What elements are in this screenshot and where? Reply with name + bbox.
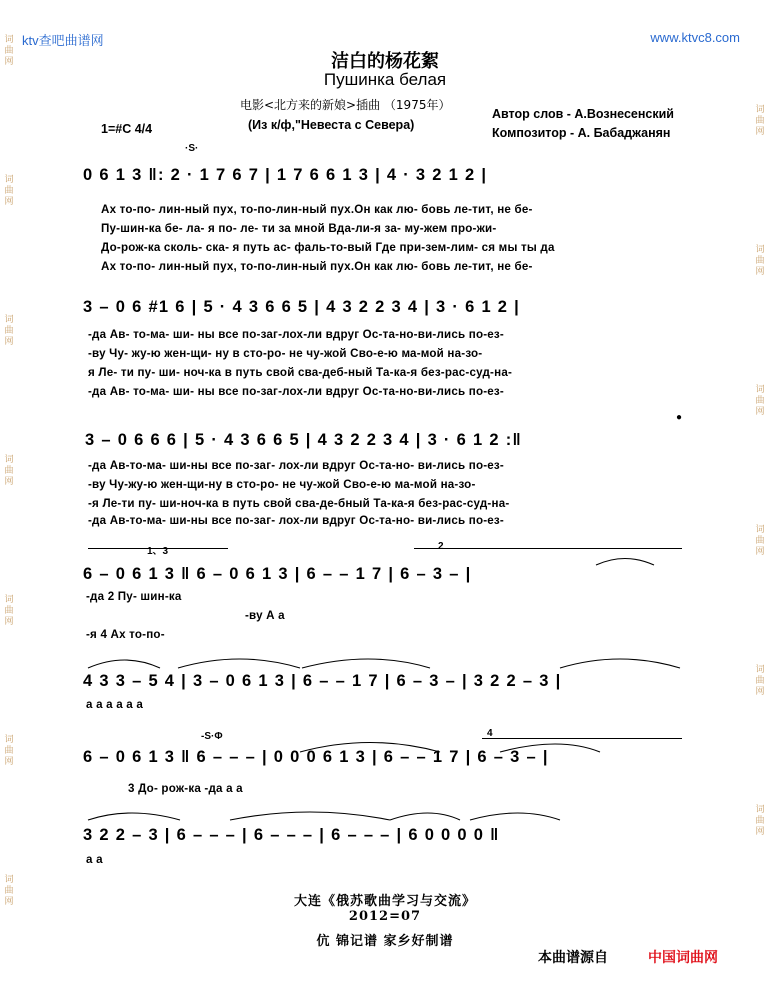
- system-2-lyric-line-2: -ву Чу- жу-ю жен-щи- ну в сто-ро- не чу-жой Сво-е-ю ма-мой на-зо-: [88, 347, 483, 360]
- system-1-lyric-line-1: Ах то-по- лин-ный пух, то-по-лин-ный пух.Он как лю- бовь ле-тит, не бе-: [101, 203, 533, 216]
- system-2-lyric-line-1: -да Ав- то-ма- ши- ны все по-заг-лох-ли вдруг Ос-та-но-ви-лись по-ез-: [88, 328, 504, 341]
- edge-watermark-right-3: 词曲网: [755, 385, 765, 417]
- edge-watermark-left-4: 词曲网: [4, 455, 14, 487]
- edge-watermark-left-6: 词曲网: [4, 735, 14, 767]
- coda-sign: ●: [676, 412, 683, 423]
- edge-watermark-right-4: 词曲网: [755, 525, 765, 557]
- composer-credit: Композитор - А. Бабаджанян: [492, 126, 671, 140]
- system-1-lyric-line-2: Пу-шин-ка бе- ла- я по- ле- ти за мной Вда-ли-я за- му-жем про-жи-: [101, 222, 497, 235]
- system-6-lyrics: 3 До- рож-ка -да а а: [128, 782, 243, 795]
- edge-watermark-right-2: 词曲网: [755, 245, 765, 277]
- segno-coda-mark: -S·Φ: [201, 731, 223, 742]
- segno-mark: ·S·: [185, 143, 199, 154]
- system-3-lyric-line-3: -я Ле-ти пу- ши-ноч-ка в путь свой сва-де-бный Та-ка-я без-рас-суд-на-: [88, 497, 510, 510]
- lyricist-credit: Автор слов - А.Вознесенский: [492, 107, 674, 121]
- volta-label-4: 4: [487, 728, 493, 739]
- edge-watermark-right-1: 词曲网: [755, 105, 765, 137]
- system-4-lyric-line-2: -ву А а: [245, 609, 285, 622]
- system-3-lyric-line-1: -да Ав-то-ма- ши-ны все по-заг- лох-ли вдруг Ос-та-но- ви-лись по-ез-: [88, 459, 504, 472]
- source-label: 本曲谱源自: [538, 950, 608, 966]
- system-4-lyric-line-1: -да 2 Пу- шин-ка: [86, 590, 182, 603]
- system-4-notes: 6 – 0 6 1 3 ‖ 6 – 0 6 1 3 | 6 – – 1 7 | 6 – 3 – |: [83, 565, 472, 583]
- system-1-notes: 0 6 1 3 ‖: 2 · 1 7 6 7 | 1 7 6 6 1 3 | 4 · 3 2 1 2 |: [83, 166, 488, 184]
- key-signature: 1=#C 4/4: [101, 122, 153, 136]
- system-6-notes: 6 – 0 6 1 3 ‖ 6 – – – | 0 0 0 6 1 3 | 6 – – 1 7 | 6 – 3 – |: [83, 748, 549, 766]
- system-1-lyric-line-3: До-рож-ка сколь- ска- я путь ас- фаль-то-вый Где при-зем-лим- ся мы ты да: [101, 241, 555, 254]
- song-title-russian: Пушинка белая: [323, 70, 447, 89]
- site-label-right: www.ktvc8.com: [650, 30, 740, 45]
- song-title-chinese: 洁白的杨花絮: [331, 51, 439, 72]
- site-label-left: ktv查吧曲谱网: [22, 33, 104, 48]
- film-subtitle-russian: (Из к/ф,"Невеста с Севера): [248, 118, 415, 132]
- edge-watermark-left-7: 词曲网: [4, 875, 14, 907]
- footer-arranger-line-2: 伉 锦记谱 家乡好制谱: [316, 934, 454, 949]
- volta-label-2: 2: [438, 541, 444, 552]
- system-2-notes: 3 – 0 6 #1 6 | 5 · 4 3 6 6 5 | 4 3 2 2 3 4 | 3 · 6 1 2 |: [83, 298, 521, 316]
- footer-arranger-line-1: 大连《俄苏歌曲学习与交流》: [293, 894, 476, 909]
- system-3-lyric-line-4: -да Ав-то-ма- ши-ны все по-заг- лох-ли вдруг Ос-та-но- ви-лись по-ез-: [88, 514, 504, 527]
- volta-label-1-3: 1、3: [147, 546, 169, 557]
- edge-watermark-right-5: 词曲网: [755, 665, 765, 697]
- system-5-notes: 4 3 3 – 5 4 | 3 – 0 6 1 3 | 6 – – 1 7 | 6 – 3 – | 3 2 2 – 3 |: [83, 672, 562, 690]
- edge-watermark-right-6: 词曲网: [755, 805, 765, 837]
- footer-date: 2012=07: [348, 909, 422, 924]
- system-3-lyric-line-2: -ву Чу-жу-ю жен-щи-ну в сто-ро- не чу-жой Сво-е-ю ма-мой на-зо-: [88, 478, 476, 491]
- system-5-lyrics: а а а а а а: [86, 698, 143, 711]
- edge-watermark-left-3: 词曲网: [4, 315, 14, 347]
- system-7-lyrics: а а: [86, 853, 103, 866]
- source-site-link[interactable]: 中国词曲网: [648, 950, 718, 966]
- edge-watermark-left-1: 词曲网: [4, 35, 14, 67]
- system-2-lyric-line-4: -да Ав- то-ма- ши- ны все по-заг-лох-ли вдруг Ос-та-но-ви-лись по-ез-: [88, 385, 504, 398]
- system-1-lyric-line-4: Ах то-по- лин-ный пух, то-по-лин-ный пух.Он как лю- бовь ле-тит, не бе-: [101, 260, 533, 273]
- system-3-notes: 3 – 0 6 6 6 | 5 · 4 3 6 6 5 | 4 3 2 2 3 4 | 3 · 6 1 2 :‖: [85, 431, 522, 449]
- edge-watermark-left-2: 词曲网: [4, 175, 14, 207]
- system-7-notes: 3 2 2 – 3 | 6 – – – | 6 – – – | 6 – – – | 6 0 0 0 0 ‖: [83, 826, 500, 844]
- film-subtitle-chinese: 电影<北方来的新娘>插曲 （1975年）: [240, 98, 451, 112]
- system-2-lyric-line-3: я Ле- ти пу- ши- ноч-ка в путь свой сва-деб-ный Та-ка-я без-рас-суд-на-: [88, 366, 513, 379]
- system-4-lyric-line-3: -я 4 Ах то-по-: [86, 628, 165, 641]
- edge-watermark-left-5: 词曲网: [4, 595, 14, 627]
